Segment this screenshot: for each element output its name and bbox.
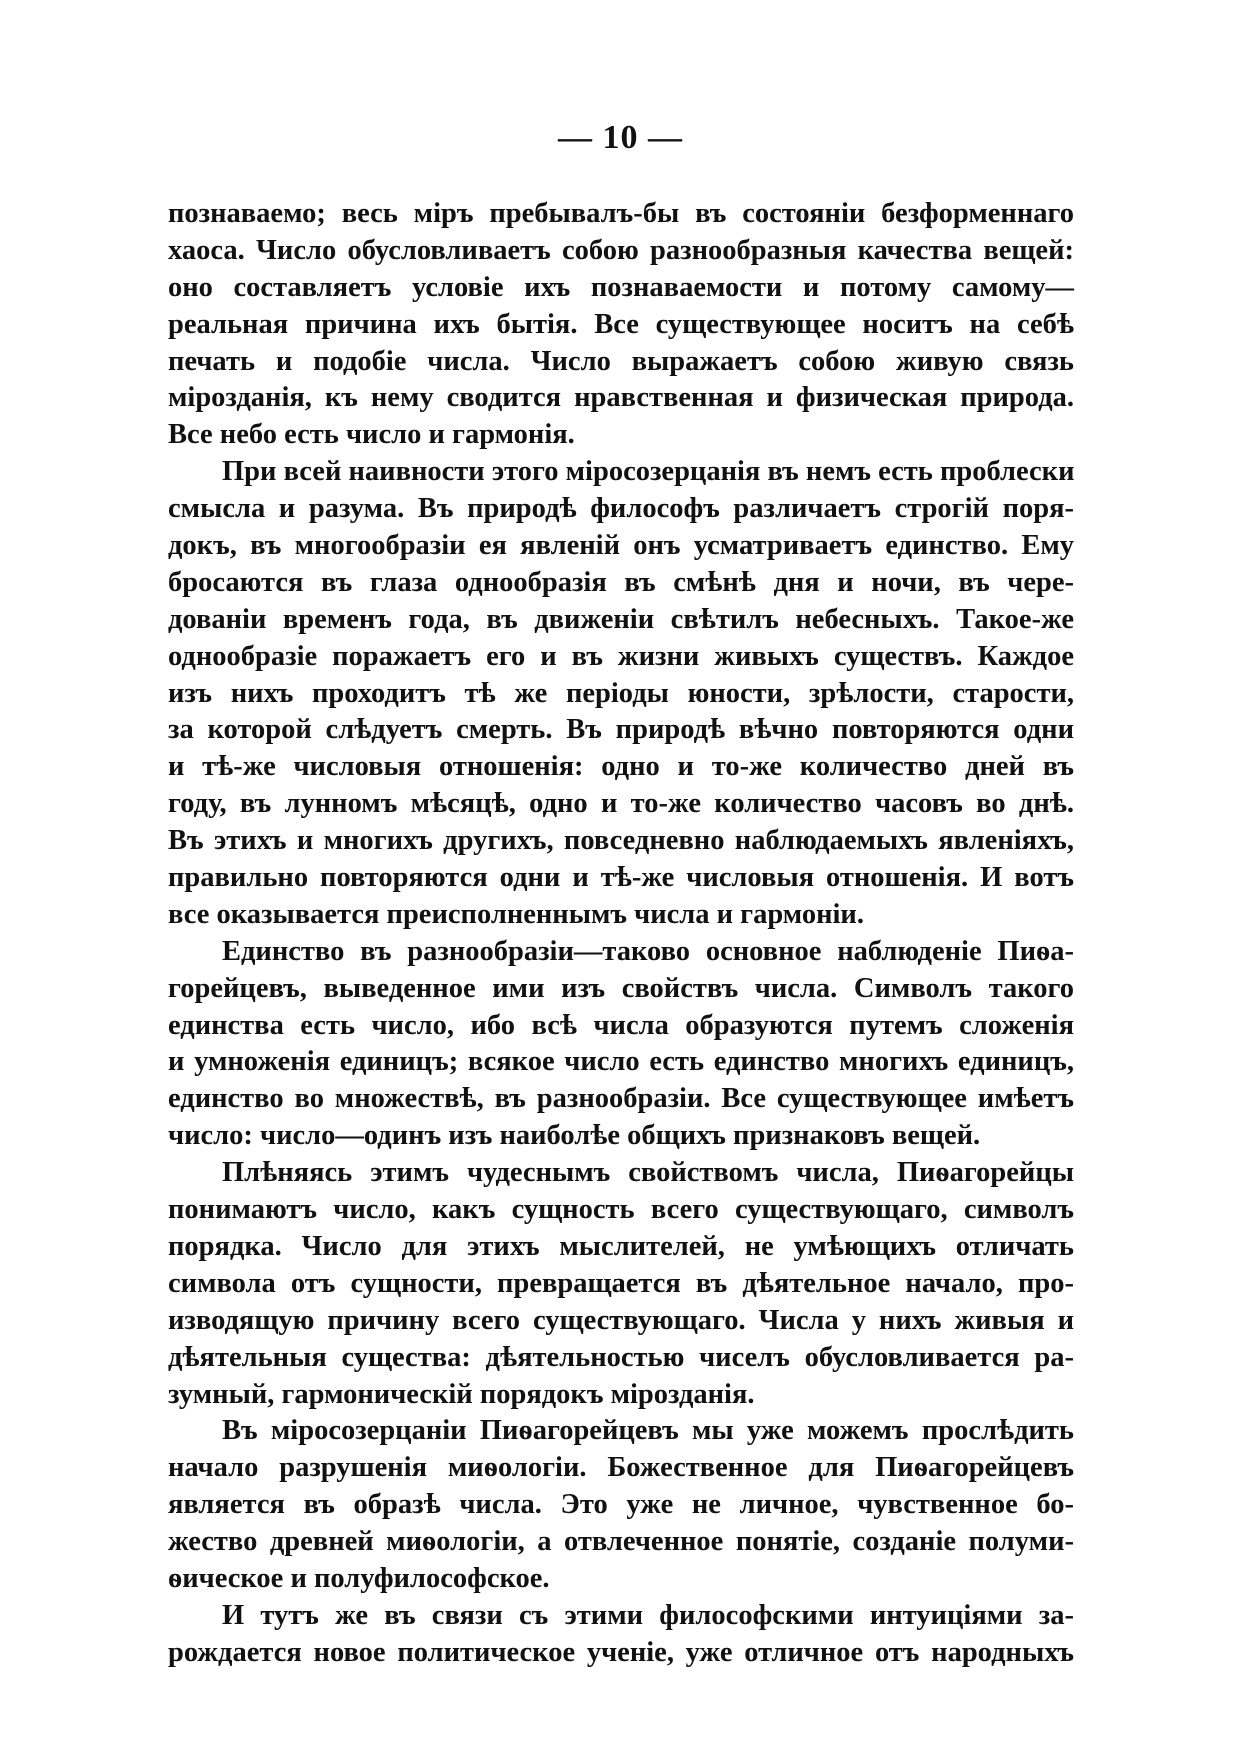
text-line: изъ нихъ проходитъ тѣ же періоды юности, зрѣлости, старости, [168, 677, 1074, 709]
text-line: дѣятельныя существа: дѣятельностью чиселъ обусловливается ра- [168, 1341, 1074, 1373]
text-line: символа отъ сущности, превращается въ дѣятельное начало, про- [168, 1267, 1074, 1299]
text-line: Единство въ разнообразіи—таково основное наблюденіе Пиѳа- [222, 935, 1074, 967]
text-line: единство во множествѣ, въ разнообразіи. Все существующее имѣетъ [168, 1083, 1074, 1115]
text-line: реальная причина ихъ бытія. Все существующее носитъ на себѣ [168, 308, 1074, 340]
text-line: зумный, гармоническій порядокъ мірозданія. [168, 1378, 755, 1410]
text-line: И тутъ же въ связи съ этими философскими интуиціями за- [222, 1599, 1074, 1631]
text-line: оно составляетъ условіе ихъ познаваемости и потому самому— [168, 271, 1074, 303]
text-line: бросаются въ глаза однообразія въ смѣнѣ дня и ночи, въ чере- [168, 566, 1074, 598]
text-line: и тѣ-же числовыя отношенія: одно и то-же количество дней въ [168, 751, 1074, 783]
text-line: Въ міросозерцаніи Пиѳагорейцевъ мы уже можемъ прослѣдить [222, 1415, 1074, 1447]
text-line: докъ, въ многообразіи ея явленій онъ усматриваетъ единство. Ему [168, 530, 1074, 562]
text-line: порядка. Число для этихъ мыслителей, не умѣющихъ отличать [168, 1230, 1074, 1262]
text-line: и умноженія единицъ; всякое число есть единство многихъ единицъ, [168, 1046, 1074, 1078]
text-line: году, въ лунномъ мѣсяцѣ, одно и то-же количество часовъ во днѣ. [168, 788, 1074, 820]
text-line: дованіи временъ года, въ движеніи свѣтилъ небесныхъ. Такое-же [168, 603, 1074, 635]
text-line: за которой слѣдуетъ смерть. Въ природѣ вѣчно повторяются одни [168, 714, 1074, 746]
text-line: начало разрушенія миѳологіи. Божественное для Пиѳагорейцевъ [168, 1452, 1074, 1484]
text-line: изводящую причину всего существующаго. Числа у нихъ живыя и [168, 1304, 1074, 1336]
text-line: смысла и разума. Въ природѣ философъ различаетъ строгій поря- [168, 493, 1074, 525]
text-line: хаоса. Число обусловливаетъ собою разнообразныя качества вещей: [168, 234, 1074, 266]
text-line: горейцевъ, выведенное ими изъ свойствъ числа. Символъ такого [168, 972, 1074, 1004]
text-line: мірозданія, къ нему сводится нравственная и физическая природа. [168, 382, 1074, 414]
text-line: познаваемо; весь міръ пребывалъ-бы въ состояніи безформеннаго [168, 198, 1074, 229]
text-line: Все небо есть число и гармонія. [168, 419, 575, 451]
body-text [168, 196, 1074, 1672]
text-line: все оказывается преисполненнымъ числа и гармоніи. [168, 898, 864, 930]
text-line: При всей наивности этого міросозерцанія въ немъ есть проблески [222, 456, 1075, 488]
text-line: Плѣняясь этимъ чудеснымъ свойствомъ числа, Пиѳагорейцы [222, 1157, 1074, 1189]
text-line: жество древней миѳологіи, а отвлеченное понятіе, созданіе полуми- [168, 1526, 1074, 1558]
text-line: рождается новое политическое ученіе, уже отличное отъ народныхъ [168, 1636, 1074, 1668]
text-line: единства есть число, ибо всѣ числа образуются путемъ сложенія [168, 1009, 1074, 1041]
text-line: Въ этихъ и многихъ другихъ, повседневно наблюдаемыхъ явленіяхъ, [168, 825, 1074, 857]
text-line: число: число—одинъ изъ наиболѣе общихъ признаковъ вещей. [168, 1120, 981, 1152]
text-line: ѳическое и полуфилософское. [168, 1562, 550, 1594]
text-line: печать и подобіе числа. Число выражаетъ собою живую связь [168, 345, 1074, 377]
text-line: является въ образѣ числа. Это уже не личное, чувственное бо- [168, 1489, 1074, 1521]
text-line: правильно повторяются одни и тѣ-же числовыя отношенія. И вотъ [168, 862, 1074, 894]
text-line: понимаютъ число, какъ сущность всего существующаго, символъ [168, 1194, 1074, 1226]
text-line: однообразіе поражаетъ его и въ жизни живыхъ существъ. Каждое [168, 640, 1074, 672]
page-number: — 10 — [558, 119, 683, 156]
